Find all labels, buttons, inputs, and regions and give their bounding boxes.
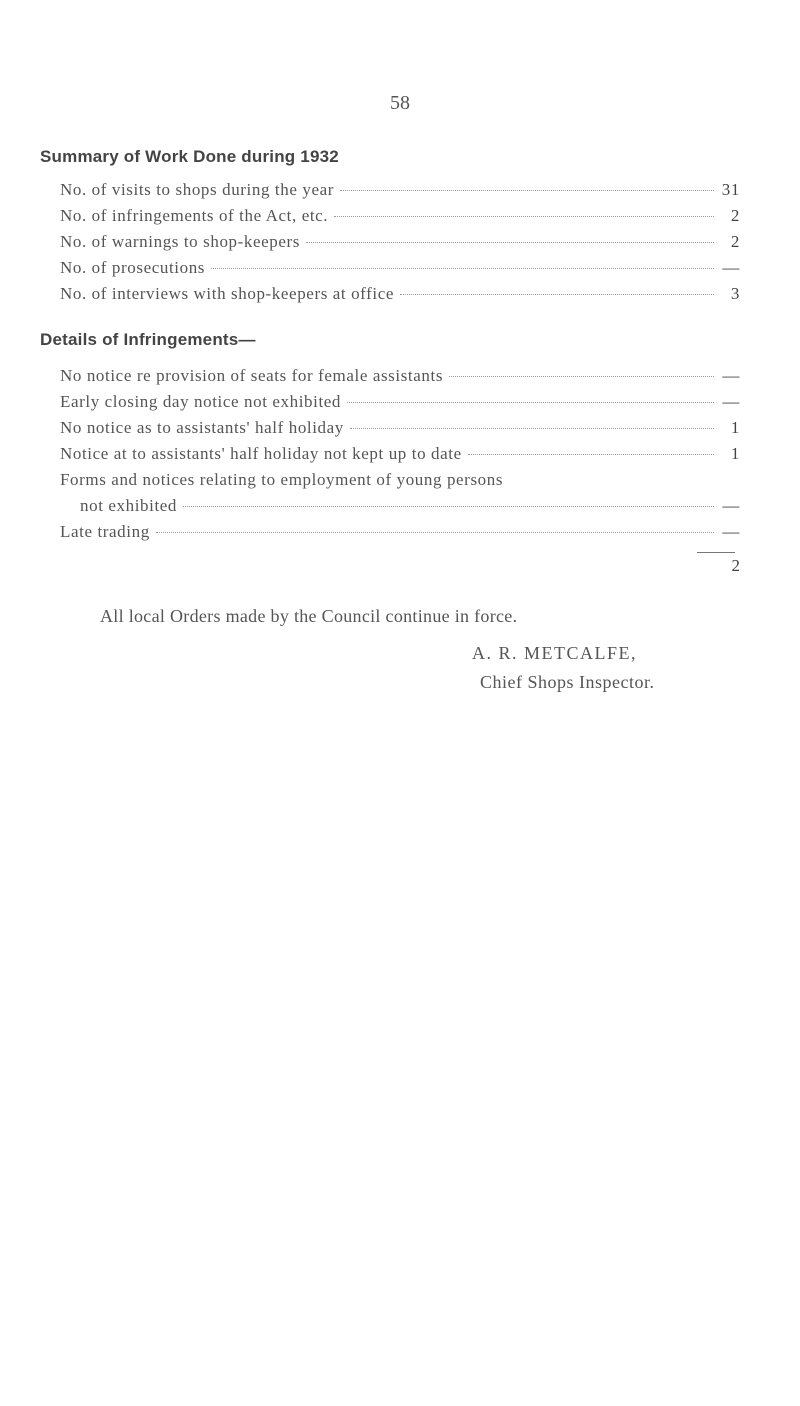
row-label: Early closing day notice not exhibited <box>60 392 342 411</box>
details-heading: Details of Infringements— <box>40 330 256 349</box>
dot-leader <box>340 190 714 191</box>
dot-leader <box>449 376 714 377</box>
summary-row-prosecutions <box>60 258 740 284</box>
row-label: No notice re provision of seats for female assistants <box>60 366 444 385</box>
row-label: No notice as to assistants' half holiday <box>60 418 344 437</box>
details-row-not-up-to-date <box>60 444 740 470</box>
dot-leader <box>350 428 714 429</box>
row-label: No. of visits to shops during the year <box>60 180 334 199</box>
row-value: — <box>722 258 740 277</box>
row-label: No. of warnings to shop-keepers <box>60 232 301 251</box>
dot-leader <box>183 506 714 507</box>
row-label: Late trading <box>60 522 150 541</box>
total-rule <box>697 552 735 553</box>
row-value: — <box>722 522 740 541</box>
signature-title: Chief Shops Inspector. <box>480 672 655 692</box>
dot-leader <box>156 532 714 533</box>
closing-statement: All local Orders made by the Council continue in force. <box>100 606 518 626</box>
page-number: 58 <box>390 92 410 114</box>
summary-row-warnings <box>60 232 740 258</box>
details-row-late-trading <box>60 522 740 548</box>
summary-row-visits <box>60 180 740 206</box>
details-row-half-holiday <box>60 418 740 444</box>
row-label: not exhibited <box>80 496 178 515</box>
row-value: — <box>722 366 740 385</box>
row-label: No. of infringements of the Act, etc. <box>60 206 329 225</box>
summary-row-interviews <box>60 284 740 310</box>
row-value: 31 <box>721 180 740 199</box>
details-total: 2 <box>731 556 740 575</box>
dot-leader <box>334 216 714 217</box>
row-label: Notice at to assistants' half holiday not kept up to date <box>60 444 462 463</box>
row-value: — <box>722 392 740 411</box>
row-value: 1 <box>730 418 740 437</box>
summary-row-infringements <box>60 206 740 232</box>
row-value: 1 <box>730 444 740 463</box>
row-value: 2 <box>730 232 740 251</box>
dot-leader <box>306 242 714 243</box>
details-row-young-persons-line1: Forms and notices relating to employment of young persons <box>60 470 504 489</box>
dot-leader <box>347 402 714 403</box>
signature-name: A. R. METCALFE, <box>472 643 638 663</box>
summary-heading: Summary of Work Done during 1932 <box>40 147 339 166</box>
details-row-early-closing <box>60 392 740 418</box>
dot-leader <box>211 268 714 269</box>
row-value: 2 <box>730 206 740 225</box>
row-label: No. of interviews with shop-keepers at office <box>60 284 395 303</box>
row-label: No. of prosecutions <box>60 258 206 277</box>
row-value: 3 <box>730 284 740 303</box>
dot-leader <box>468 454 714 455</box>
dot-leader <box>400 294 714 295</box>
details-row-young-persons <box>80 496 740 522</box>
details-row-seats <box>60 366 740 392</box>
row-value: — <box>722 496 740 515</box>
